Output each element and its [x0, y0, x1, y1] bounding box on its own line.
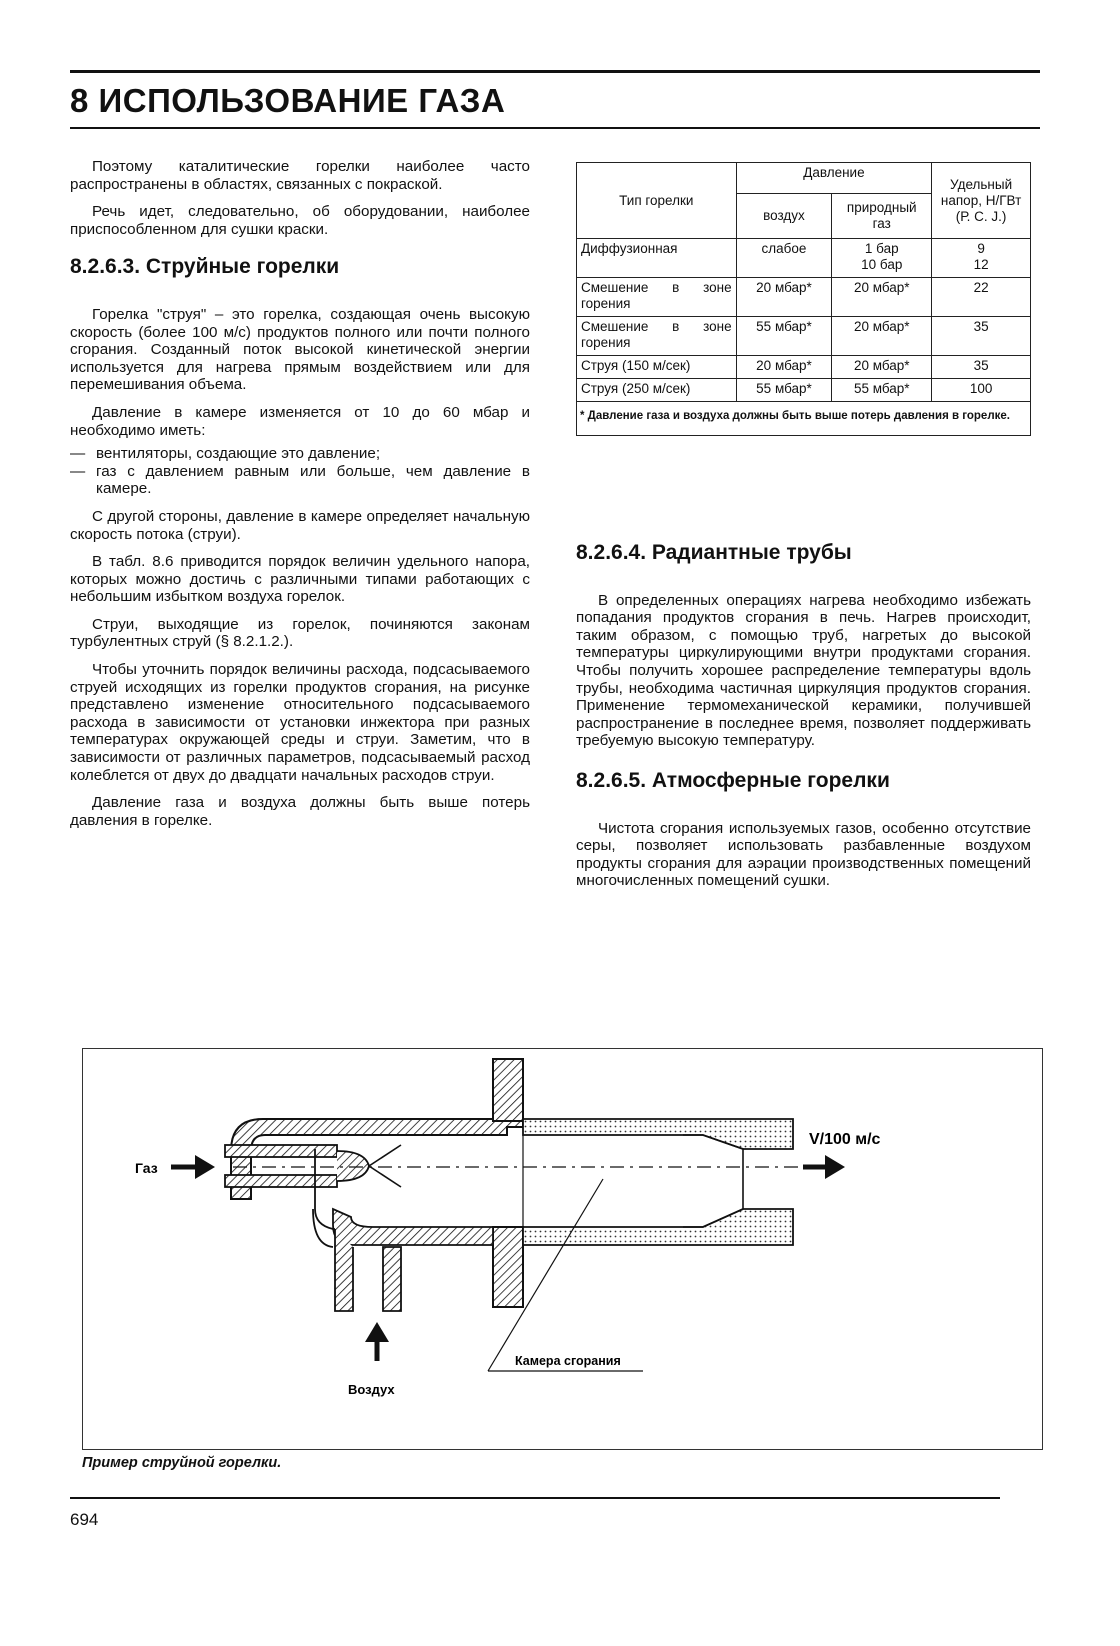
table-header-type: Тип горелки	[577, 163, 737, 239]
section-heading-atmospheric-burners: 8.2.6.5. Атмосферные горелки	[576, 768, 890, 792]
paragraph: Давление в камере изменяется от 10 до 60 мбар и необходимо иметь:	[70, 403, 530, 439]
left-column	[70, 158, 530, 839]
gas-arrow-icon	[171, 1155, 215, 1179]
page-number: 694	[70, 1510, 99, 1529]
chapter-title: 8 ИСПОЛЬЗОВАНИЕ ГАЗА	[70, 82, 506, 119]
table-row: Струя (250 м/сек) 55 мбар* 55 мбар* 100	[577, 379, 1031, 402]
table-header-air: воздух	[736, 194, 832, 239]
outflow-arrow-icon	[803, 1155, 845, 1179]
label-gas: Газ	[135, 1160, 158, 1176]
section-heading-jet-burners: 8.2.6.3. Струйные горелки	[70, 255, 340, 279]
footer-rule	[70, 1497, 1000, 1499]
label-air: Воздух	[348, 1382, 395, 1397]
right-column	[576, 541, 1031, 900]
paragraph: Давление газа и воздуха должны быть выше потерь давления в горелке.	[70, 794, 530, 829]
figure-caption: Пример струйной горелки.	[82, 1455, 282, 1471]
figure-frame	[82, 1048, 1043, 1450]
paragraph: Речь идет, следовательно, об оборудовании, наиболее приспособленном для сушки краски.	[70, 203, 530, 238]
paragraph: С другой стороны, давление в камере определяет начальную скорость потока (струи).	[70, 507, 530, 543]
paragraph: Струи, выходящие из горелок, починяются законам турбулентных струй (§ 8.2.1.2.).	[70, 615, 530, 651]
table-row: Струя (150 м/сек) 20 мбар* 20 мбар* 35	[577, 356, 1031, 379]
paragraph: Чтобы уточнить порядок величины расхода, подсасываемого струей исходящих из горелки продуктов сгорания, на рисунке представлено изменение относительного подсасываемого расхода в зависимости от установки инжектора при разных температурах окружающей среды и струи. Заметим, что в зависимости от различных параметров, подсасываемый расход колеблется от двух до двадцати начальных расходов струи.	[70, 661, 530, 784]
label-velocity: V/100 м/с	[809, 1131, 881, 1148]
header-top-rule	[70, 70, 1040, 73]
table-row: Смешение в зоне горения 55 мбар* 20 мбар* 35	[577, 317, 1031, 356]
section-heading-radiant-tubes: 8.2.6.4. Радиантные трубы	[576, 541, 852, 564]
label-combustion-chamber: Камера сгорания	[515, 1354, 621, 1368]
paragraph: Поэтому каталитические горелки наиболее часто распространены в областях, связанных с покраской.	[70, 158, 530, 193]
table-header-pressure: Давление	[736, 163, 932, 194]
air-arrow-icon	[365, 1322, 389, 1361]
table-footnote: * Давление газа и воздуха должны быть выше потерь давления в горелке.	[577, 402, 1031, 436]
paragraph: Чистота сгорания используемых газов, особенно отсутствие серы, позволяет использовать разбавленные воздухом продукты сгорания для аэрации производственных помещений многочисленных помещений сушки.	[576, 819, 1031, 890]
paragraph: Горелка "струя" – это горелка, создающая очень высокую скорость (более 100 м/с) продуктов полного или почти полного сгорания. Созданный поток высокой кинетической энергии используется для нагрева прямым воздействием или для перемешивания объема.	[70, 305, 530, 394]
burner-pressure-table	[576, 162, 1031, 436]
jet-burner-diagram	[83, 1049, 1042, 1449]
list-item: — газ с давлением равным или больше, чем давление в камере.	[70, 462, 530, 498]
table-header-gas: природный газ	[832, 194, 932, 239]
list-item: — вентиляторы, создающие это давление;	[70, 445, 381, 463]
combustion-chamber	[523, 1119, 793, 1245]
paragraph: В табл. 8.6 приводится порядок величин удельного напора, которых можно достичь с различными типами работающих с небольшим избытком воздуха горелок.	[70, 553, 530, 606]
table-header-specific: Удельный напор, Н/ГВт (Р. С. J.)	[932, 163, 1031, 239]
header-bottom-rule	[70, 127, 1040, 129]
burner-body	[225, 1059, 523, 1311]
table-row: Смешение в зоне горения 20 мбар* 20 мбар* 22	[577, 278, 1031, 317]
paragraph: В определенных операциях нагрева необходимо избежать попадания продуктов сгорания в печь. Нагрев происходит, таким образом, с помощью труб, нагретых до высокой температуры циркулирующими внутри продуктами сгорания. Чтобы получить хорошее распределение температуры вдоль трубы, необходима частичная циркуляция продуктов сгорания. Применение термомеханической керамики, получившей распространение в последнее время, позволяет поддерживать требуемую высокую температуру.	[576, 591, 1031, 750]
table-row: Диффузионная слабое 1 бар 10 бар 9 12	[577, 239, 1031, 278]
